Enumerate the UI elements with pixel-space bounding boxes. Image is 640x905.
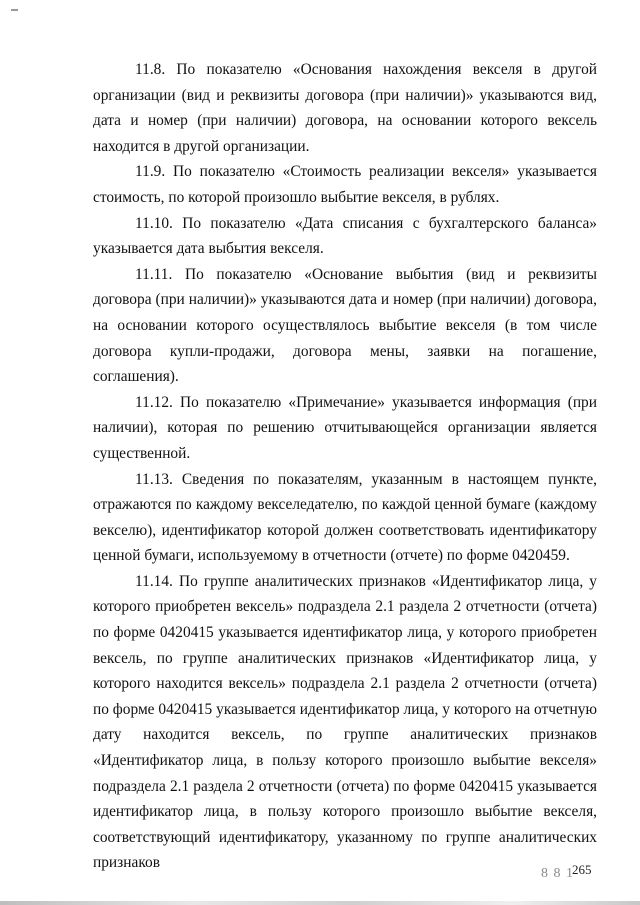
page-number: 265 — [572, 862, 592, 877]
paragraph-11-14: 11.14. По группе аналитических признаков «Идентификатор лица, у которого приобретен вексель» подраздела 2.1 раздела 2 отчетности (отчета) по форме 0420415 указывается идентификатор лица, у которого приобретен вексель, по группе аналитических признаков «Идентификатор лица, у которого находится вексель» подраздела 2.1 раздела 2 отчетности (отчета) по форме 0420415 указывается идентификатор лица, у которого на отчетную дату находится вексель, по группе аналитических признаков «Идентификатор лица, в пользу которого произошло выбытие векселя» подраздела 2.1 раздела 2 отчетности (отчета) по форме 0420415 указывается идентификатор лица, в пользу которого произошло выбытие векселя, соответствующий идентификатору, указанному по группе аналитических признаков — [93, 572, 597, 872]
paragraph-11-11: 11.11. По показателю «Основание выбытия (вид и реквизиты договора (при наличии)» указываются дата и номер (при наличии) договора, на основании которого осуществлялось выбытие векселя (в том числе договора купли-продажи, договора мены, заявки на погашение, соглашения). — [93, 265, 597, 386]
scan-mark — [11, 9, 18, 11]
faded-stamp-number: 8 8 1 — [541, 866, 574, 881]
paragraph-11-9: 11.9. По показателю «Стоимость реализации векселя» указывается стоимость, по которой произошло выбытие векселя, в рублях. — [93, 163, 597, 206]
scan-edge — [0, 901, 640, 905]
paragraph-11-12: 11.12. По показателю «Примечание» указывается информация (при наличии), которая по решению отчитывающейся организации является существенной. — [93, 393, 597, 462]
paragraph-11-8: 11.8. По показателю «Основания нахождения векселя в другой организации (вид и реквизиты договора (при наличии)» указываются вид, дата и номер (при наличии) договора, на основании которого вексель находится в другой организации. — [93, 61, 597, 155]
paragraph-11-10: 11.10. По показателю «Дата списания с бухгалтерского баланса» указывается дата выбытия векселя. — [93, 214, 597, 258]
body-text — [93, 57, 597, 876]
paragraph-11-13: 11.13. Сведения по показателям, указанным в настоящем пункте, отражаются по каждому векселедателю, по каждой ценной бумаге (каждому векселю), идентификатор которой должен соответствовать идентификатору ценной бумаги, используемому в отчетности (отчете) по форме 0420459. — [93, 470, 597, 565]
